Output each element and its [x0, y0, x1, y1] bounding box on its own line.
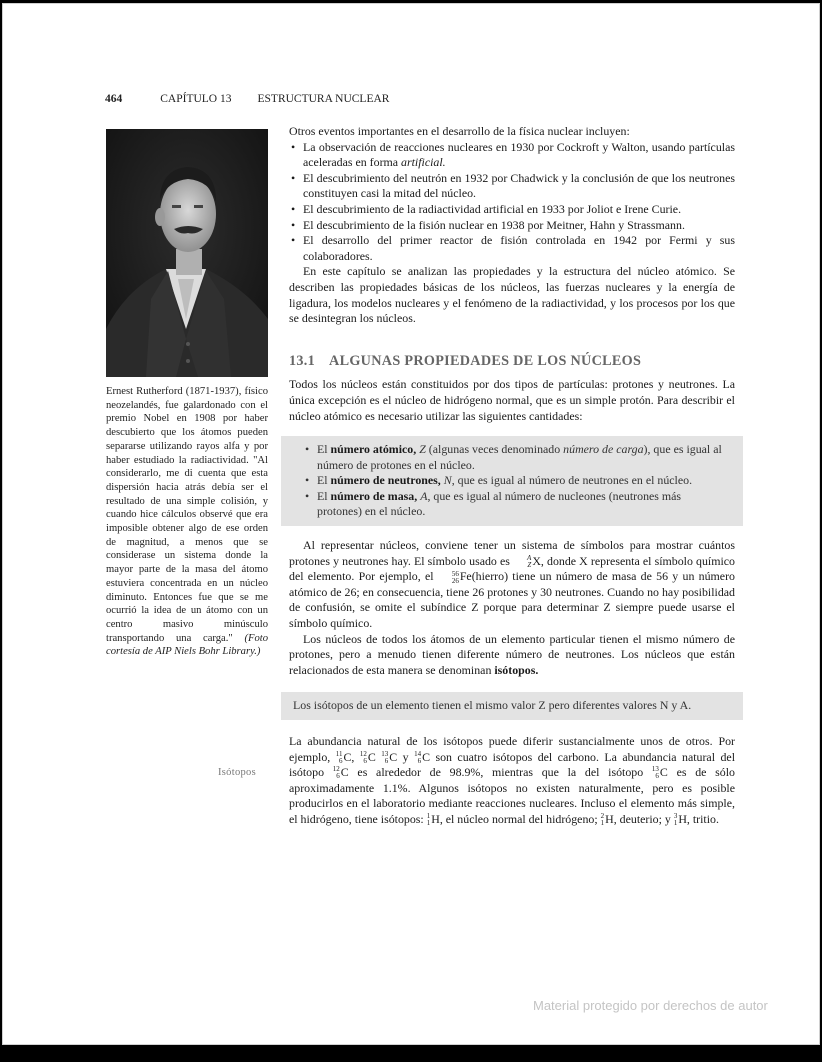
event-item: • El desarrollo del primer reactor de fisión controlada en 1942 por Fermi y sus colaboradores. — [289, 233, 735, 264]
chapter-summary: En este capítulo se analizan las propiedades y la estructura del núcleo atómico. Se describen las propiedades básicas de los núcleos, las fuerzas nucleares y la energía de ligadura, los modelos nucleares y el fenómeno de la radiactividad, y los procesos por los que se desintegran los núcleos. — [289, 264, 735, 326]
intro-lead: Otros eventos importantes en el desarrollo de la física nuclear incluyen: — [289, 124, 630, 138]
document-page — [2, 3, 820, 1045]
running-head — [105, 93, 389, 105]
chapter-title: ESTRUCTURA NUCLEAR — [257, 93, 390, 105]
quantity-item: • El número de neutrones, N, que es igual al número de neutrones en el núcleo. — [303, 473, 723, 489]
margin-note-isotopos: Isótopos — [218, 767, 256, 778]
section-paragraph-2: Al representar núcleos, conviene tener un sistema de símbolos para mostrar cuántos protones y neutrones hay. El símbolo usado es A Z X, donde X representa el símbolo químico del elemento. Por ejemplo, el 56 26 Fe(hierro) tiene un número de masa de 56 y un número atómico de 26; en consecuencia, tiene 26 protones y 30 neutrones. Cuando no hay posibilidad de confusión, se omite el subíndice Z porque para determinar Z siempre puede usarse el símbolo químico. — [289, 538, 735, 631]
chapter-label: CAPÍTULO 13 — [160, 93, 232, 105]
nuclide-notation: A Z — [527, 553, 532, 569]
section-heading — [289, 354, 735, 370]
quantity-item: • El número de masa, A, que es igual al número de nucleones (neutrones más protones) en el núcleo. — [303, 489, 723, 520]
copyright-watermark: Material protegido por derechos de autor — [533, 998, 768, 1013]
event-item: • El descubrimiento de la radiactividad artificial en 1933 por Joliot e Irene Curie. — [289, 202, 735, 218]
photo-caption — [106, 385, 268, 659]
section-paragraph-3: Los núcleos de todos los átomos de un elemento particular tienen el mismo número de protones, pero a menudo tienen diferente número de neutrones. Los núcleos que están relacionados de esta manera se denominan isótopos. — [289, 631, 735, 677]
nuclide-notation: 56 26 — [451, 569, 459, 585]
rutherford-photo — [106, 129, 268, 377]
section-title: ALGUNAS PROPIEDADES DE LOS NÚCLEOS — [329, 352, 642, 369]
quantity-item: • El número atómico, Z (algunas veces denominado número de carga), que es igual al número de protones en el núcleo. — [303, 442, 723, 473]
section-paragraph-4: La abundancia natural de los isótopos puede diferir sustancialmente unos de otros. Por ejemplo, 11 6 C, 12 6 C 13 6 C y 14 6 C son cuatro isótopos del carbono. La abundancia natural del isótopo 12 6 C es alrededor de 98.9%, mientras que la del isótopo 13 6 C es de sólo aproximadamente 1.1%. Algunos isótopos no existen naturalmente, pero es posible producirlos en el laboratorio mediante reacciones nucleares. Incluso el elemento más simple, el hidrógeno, tiene isótopos: 1 1 H, el núcleo normal del hidrógeno; 2 1 H, deuterio; y 3 1 H, tritio. — [289, 734, 735, 828]
photo-credit: (Foto cortesía de AIP Niels Bohr Library.) — [106, 632, 268, 658]
event-item: • El descubrimiento del neutrón en 1932 por Chadwick y la conclusión de que los neutrones constituyen casi la mitad del núcleo. — [289, 171, 735, 202]
event-item: • La observación de reacciones nucleares en 1930 por Cockroft y Walton, usando partículas aceleradas en forma artificial. — [289, 140, 735, 171]
quantities-box — [281, 436, 743, 526]
definition-box: Los isótopos de un elemento tienen el mismo valor Z pero diferentes valores N y A. — [281, 692, 743, 720]
main-column — [289, 124, 735, 828]
page-number: 464 — [105, 93, 123, 105]
section-paragraph-1: Todos los núcleos están constituidos por dos tipos de partículas: protones y neutrones. La única excepción es el núcleo de hidrógeno normal, que es un simple protón. Para describir el núcleo atómico es necesario utilizar las siguientes cantidades: — [289, 377, 735, 423]
portrait-image — [106, 129, 268, 377]
event-item: • El descubrimiento de la fisión nuclear en 1938 por Meitner, Hahn y Strassmann. — [289, 218, 735, 234]
isotopos-term: isótopos. — [494, 662, 539, 677]
section-number: 13.1 — [289, 352, 316, 369]
events-list — [289, 140, 735, 265]
caption-text: Ernest Rutherford (1871-1937), físico neozelandés, fue galardonado con el premio Nobel en 1908 por haber descubierto que los átomos pueden separarse utilizando rayos alfa y por haber estudiado la radiactividad. "Al considerarlo, me di cuenta que esta dispersión hacia atrás debía ser el resultado de una simple colisión, y cuando hice cálculos observé que era imposible obtener algo de ese orden de magnitud, a menos que se considerase un sistema donde la mayor parte de la masa del átomo estuviera concentrada en un núcleo diminuto. Entonces fue que se me ocurrió la idea de un átomo con un centro masivo minúsculo transportando una carga." — [106, 386, 268, 644]
